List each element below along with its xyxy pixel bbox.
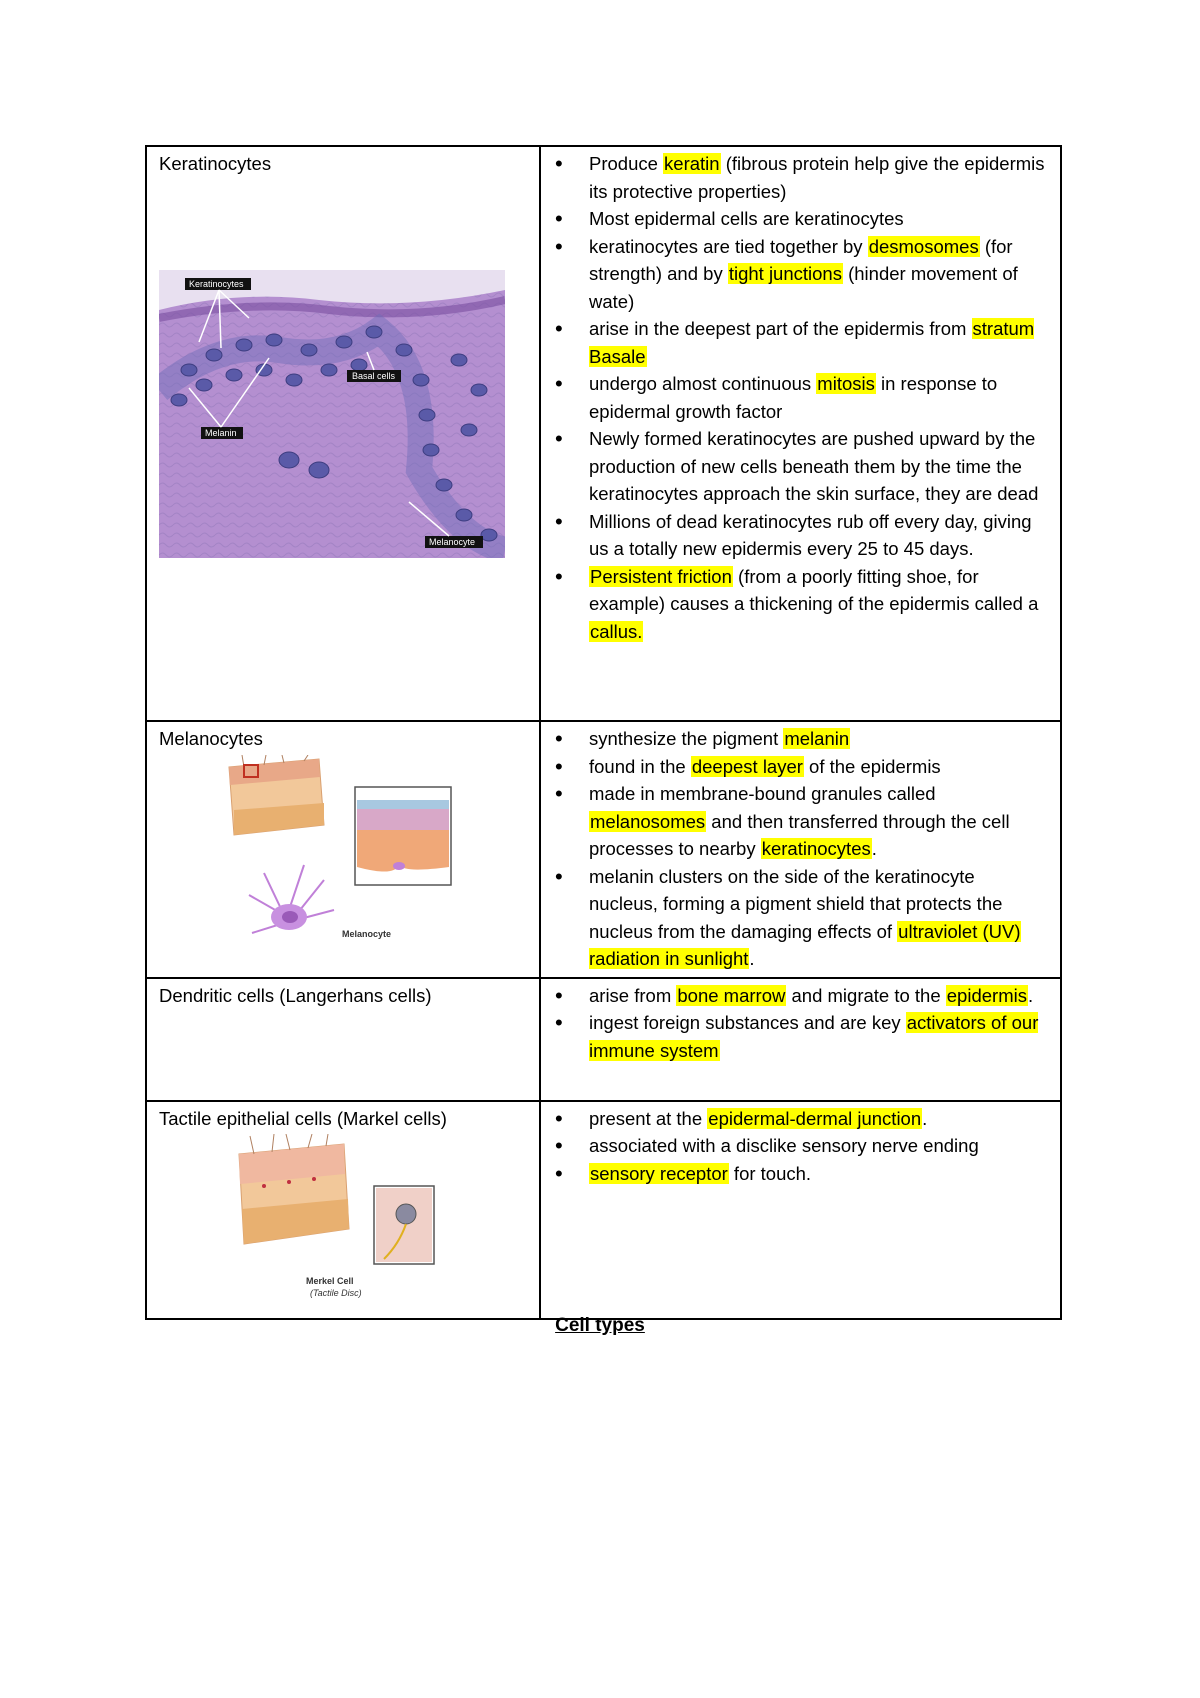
highlighted-term: epidermal-dermal junction	[708, 1107, 922, 1129]
cell-types-table	[145, 145, 1062, 1320]
fact-item	[553, 1132, 1048, 1160]
highlighted-term: keratin	[664, 153, 720, 174]
figure-label: Melanocyte	[342, 928, 392, 939]
cell-description-cell	[540, 978, 1061, 1101]
fact-item	[553, 425, 1048, 508]
fact-text: of the epidermis	[803, 755, 941, 777]
cell-name-cell	[146, 721, 540, 978]
table-row	[146, 146, 1061, 721]
fact-text: undergo almost continuous	[589, 373, 817, 394]
fact-text: Produce	[589, 153, 664, 174]
fact-item	[553, 780, 1048, 863]
highlighted-term: deepest layer	[691, 755, 803, 777]
fact-text: Most epidermal cells are keratinocytes	[589, 208, 904, 229]
cell-name: Melanocytes	[159, 728, 263, 749]
fact-text: and migrate to the	[786, 984, 946, 1006]
fact-text: in response to epidermal growth factor	[589, 373, 998, 422]
figure-label: Merkel Cell	[306, 1276, 354, 1286]
highlighted-term: activators of our immune system	[589, 1012, 1039, 1061]
figure-label: Melanocyte	[429, 536, 476, 547]
fact-text: ingest foreign substances and are key	[589, 1012, 906, 1033]
fact-item	[553, 725, 1048, 753]
cell-name: Keratinocytes	[159, 153, 272, 174]
highlighted-term: keratinocytes	[761, 838, 871, 859]
fact-text: associated with a disclike sensory nerve ending	[589, 1135, 979, 1156]
fact-item	[553, 1105, 1048, 1133]
cell-name-cell	[146, 1101, 540, 1319]
fact-text: .	[1027, 984, 1034, 1006]
fact-text: (from a poorly fitting shoe, for example) causes a thickening of the epidermis called a	[589, 565, 1039, 614]
table-row	[146, 1101, 1061, 1319]
highlighted-term: melanosomes	[590, 810, 706, 832]
melanocyte-figure	[224, 755, 527, 953]
cell-description-cell	[540, 146, 1061, 721]
facts-list	[553, 1105, 1048, 1188]
cell-description-cell	[540, 1101, 1061, 1319]
highlighted-term: tight junctions	[728, 263, 842, 284]
highlighted-term: epidermis	[946, 984, 1027, 1006]
fact-item	[553, 508, 1048, 563]
figure-label: Keratinocytes	[189, 278, 244, 289]
highlighted-term: stratum Basale	[589, 318, 1035, 367]
highlighted-term: mitosis	[817, 373, 875, 394]
fact-text: .	[871, 838, 877, 859]
fact-item	[553, 233, 1048, 316]
keratinocyte-histology-figure	[159, 270, 527, 566]
fact-text: (hinder movement of wate)	[589, 263, 1018, 312]
table-row	[146, 721, 1061, 978]
fact-text: present at the	[589, 1107, 708, 1129]
highlighted-term: bone marrow	[677, 984, 786, 1006]
cell-name-cell	[146, 146, 540, 721]
fact-text: Millions of dead keratinocytes rub off every day, giving us a totally new epidermis every 25 to 45 days.	[589, 510, 1032, 559]
facts-list	[553, 150, 1048, 645]
fact-text: (fibrous protein help give the epidermis its protective properties)	[589, 153, 1045, 202]
fact-item	[553, 563, 1048, 646]
highlighted-term: callus.	[590, 620, 643, 642]
highlighted-term: desmosomes	[868, 235, 979, 257]
highlighted-term: sensory receptor	[590, 1162, 728, 1184]
fact-item	[553, 150, 1048, 205]
fact-text: (for strength) and by	[589, 235, 1013, 284]
fact-text: Newly formed keratinocytes are pushed upward by the production of new cells beneath them by the time the keratinocytes approach the skin surface, they are dead	[589, 428, 1039, 504]
fact-item	[553, 315, 1048, 370]
fact-item	[553, 370, 1048, 425]
fact-text: made in membrane-bound granules called	[589, 783, 936, 804]
fact-text: melanin clusters on the side of the keratinocyte nucleus, forming a pigment shield that protects the nucleus from the damaging effects of	[589, 865, 1003, 942]
melanocyte-illustration	[224, 755, 454, 945]
figure-label: (Tactile Disc)	[310, 1288, 362, 1298]
fact-item	[553, 982, 1048, 1010]
fact-text: synthesize the pigment	[589, 728, 784, 749]
fact-text: .	[749, 948, 755, 969]
facts-list	[553, 982, 1048, 1065]
fact-text: found in the	[589, 755, 691, 777]
fact-item	[553, 863, 1048, 973]
highlighted-term: melanin	[784, 728, 850, 749]
table-caption: Cell types	[555, 1315, 645, 1336]
fact-item	[553, 753, 1048, 781]
cell-name: Dendritic cells (Langerhans cells)	[159, 984, 432, 1006]
highlighted-term: ultraviolet (UV) radiation in sunlight	[589, 920, 1021, 969]
fact-text: and then transferred through the cell processes to nearby	[589, 810, 1010, 859]
fact-item	[553, 205, 1048, 233]
highlighted-term: Persistent friction	[590, 565, 732, 587]
fact-item	[553, 1009, 1048, 1064]
fact-text: for touch.	[728, 1162, 812, 1184]
table-row	[146, 978, 1061, 1101]
figure-label: Basal cells	[352, 370, 396, 381]
cell-description-cell	[540, 721, 1061, 978]
cell-name-cell	[146, 978, 540, 1101]
fact-text: arise in the deepest part of the epidermis from	[589, 318, 972, 339]
facts-list	[553, 725, 1048, 973]
fact-item	[553, 1160, 1048, 1188]
fact-text: keratinocytes are tied together by	[589, 235, 868, 257]
merkel-cell-figure	[234, 1134, 527, 1312]
cell-name: Tactile epithelial cells (Markel cells)	[159, 1107, 447, 1129]
fact-text: arise from	[589, 984, 677, 1006]
figure-label: Melanin	[205, 427, 237, 438]
histology-image	[159, 270, 505, 558]
fact-text: .	[922, 1107, 928, 1129]
merkel-cell-illustration	[234, 1134, 459, 1304]
